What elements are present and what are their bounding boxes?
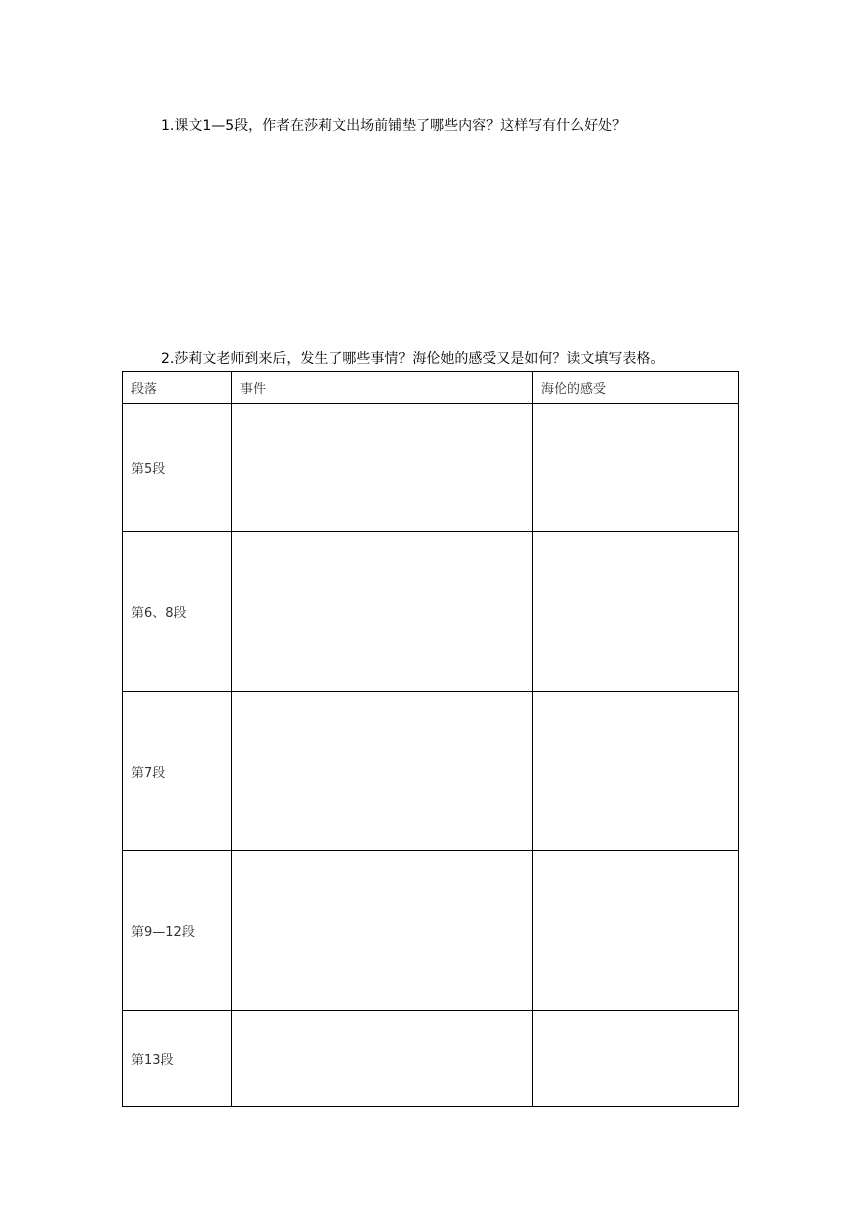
table-row [123, 851, 739, 1011]
question-2: 2.莎莉文老师到来后，发生了哪些事情？海伦她的感受又是如何？读文填写表格。 [161, 351, 665, 367]
table-row [123, 1011, 739, 1107]
table-row [123, 404, 739, 532]
feeling-answer-cell[interactable] [533, 851, 739, 1011]
event-answer-cell[interactable] [232, 1011, 533, 1107]
row-label: 第7段 [123, 692, 232, 851]
feeling-answer-cell[interactable] [533, 1011, 739, 1107]
question-1: 1.课文1—5段，作者在莎莉文出场前铺垫了哪些内容？这样写有什么好处？ [161, 118, 627, 134]
header-event: 事件 [232, 372, 533, 404]
header-feeling: 海伦的感受 [533, 372, 739, 404]
table-row [123, 532, 739, 692]
row-label: 第6、8段 [123, 532, 232, 692]
feeling-answer-cell[interactable] [533, 692, 739, 851]
reading-table [122, 371, 739, 1107]
row-label: 第5段 [123, 404, 232, 532]
row-label: 第13段 [123, 1011, 232, 1107]
event-answer-cell[interactable] [232, 404, 533, 532]
table-header-row [123, 372, 739, 404]
event-answer-cell[interactable] [232, 692, 533, 851]
table-row [123, 692, 739, 851]
feeling-answer-cell[interactable] [533, 532, 739, 692]
header-paragraph: 段落 [123, 372, 232, 404]
feeling-answer-cell[interactable] [533, 404, 739, 532]
event-answer-cell[interactable] [232, 532, 533, 692]
event-answer-cell[interactable] [232, 851, 533, 1011]
row-label: 第9—12段 [123, 851, 232, 1011]
